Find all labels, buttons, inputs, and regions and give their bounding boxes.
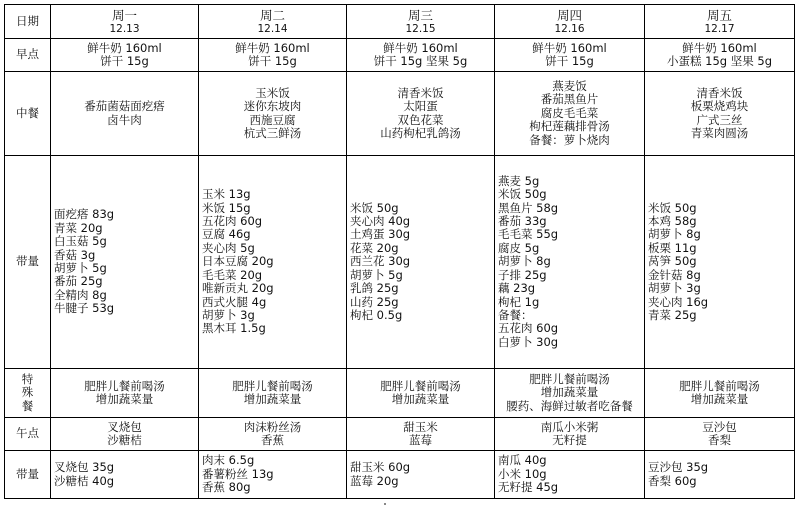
day-header (51, 5, 199, 39)
lunch-row (5, 72, 795, 156)
cell-line: 肥胖儿餐前喝汤 (529, 371, 610, 386)
lunch-cell (199, 72, 347, 156)
breakfast-cell (199, 39, 347, 72)
cell-line: 迷你东坡肉 (243, 99, 302, 114)
cell-line: 青菜 25g (648, 307, 697, 322)
day-header (347, 5, 495, 39)
cell-line: 沙糖桔 (107, 433, 142, 447)
lunch-amount-cell (495, 156, 645, 369)
date-label: 日期 (5, 5, 51, 39)
day-name: 周二 (259, 7, 285, 23)
cell-line: 增加蔬菜量 (391, 392, 450, 406)
day-date: 12.14 (257, 22, 288, 35)
cell-line: 豆沙包 35g (648, 460, 709, 475)
cell-line: 米饭 50g (648, 200, 697, 215)
snack-label: 午点 (5, 418, 51, 451)
snack-amount-cell (347, 451, 495, 499)
day-date: 12.17 (704, 22, 735, 35)
cell-line: 胡萝卜 3g (648, 281, 701, 296)
cell-line: 土鸡蛋 30g (350, 227, 411, 242)
weekly-menu-table (4, 4, 795, 499)
cell-line: 金针菇 8g (648, 267, 701, 282)
cell-line: 香菇 3g (54, 247, 96, 262)
cell-line: 叉烧包 (107, 419, 142, 434)
cell-line: 香蕉 80g (202, 480, 251, 495)
cell-line: 鲜牛奶 160ml (235, 40, 310, 55)
cell-line: 广式三丝 (696, 112, 743, 127)
day-header (645, 5, 795, 39)
cell-line: 增加蔬菜量 (540, 385, 599, 400)
cell-line: 饼干 15g (545, 54, 594, 68)
cell-line: 毛毛菜 55g (498, 227, 559, 242)
cell-line: 藕 23g (498, 281, 536, 296)
day-date: 12.13 (109, 22, 140, 35)
cell-line: 肥胖儿餐前喝汤 (679, 378, 760, 393)
special-cell (199, 369, 347, 418)
cell-line: 叉烧包 35g (54, 460, 115, 475)
cell-line: 夹心肉 40g (350, 214, 411, 229)
breakfast-label: 早点 (5, 39, 51, 72)
cell-line: 夹心肉 16g (648, 294, 709, 309)
cell-line: 番薯粉丝 13g (202, 466, 274, 481)
cell-line: 增加蔬菜量 (95, 392, 154, 406)
header-row (5, 5, 795, 39)
cell-line: 肥胖儿餐前喝汤 (380, 378, 461, 393)
special-cell (645, 369, 795, 418)
cell-line: 香梨 60g (648, 473, 697, 488)
cell-line: 山药枸杞乳鸽汤 (380, 125, 461, 140)
breakfast-cell (645, 39, 795, 72)
snack-cell (347, 418, 495, 451)
day-name: 周三 (407, 7, 433, 23)
cell-line: 备餐： (498, 307, 533, 322)
snack-amount-cell (495, 451, 645, 499)
cell-line: 增加蔬菜量 (690, 392, 749, 406)
cell-line: 鲜牛奶 160ml (532, 40, 607, 55)
cell-line: 南瓜小米粥 (540, 419, 599, 434)
cell-line: 米饭 15g (202, 200, 251, 215)
breakfast-cell (347, 39, 495, 72)
cell-line: 无籽提 (552, 433, 587, 447)
cell-line: 无籽提 45g (498, 480, 559, 495)
breakfast-cell (51, 39, 199, 72)
cell-line: 番茄 25g (54, 274, 103, 289)
lunch-label: 中餐 (5, 72, 51, 156)
label-char: 餐 (21, 398, 34, 413)
cell-line: 双色花菜 (397, 112, 444, 127)
cell-line: 子排 25g (498, 267, 547, 282)
cell-line: 面疙瘩 83g (54, 207, 115, 222)
breakfast-cell (495, 39, 645, 72)
cell-line: 清香米饭 (397, 85, 444, 100)
lunch-amount-cell (51, 156, 199, 369)
cell-line: 南瓜 40g (498, 453, 547, 468)
cell-line: 豆腐 46g (202, 227, 251, 242)
cell-line: 小蛋糕 15g 坚果 5g (666, 54, 772, 68)
cell-line: 毛毛菜 20g (202, 267, 263, 282)
breakfast-row (5, 39, 795, 72)
cell-line: 饼干 15g (248, 54, 297, 68)
cell-line: 增加蔬菜量 (243, 392, 302, 406)
cell-line: 花菜 20g (350, 240, 399, 255)
cell-line: 肥胖儿餐前喝汤 (232, 378, 313, 393)
cell-line: 清香米饭 (696, 85, 743, 100)
cell-line: 西式火腿 4g (202, 294, 267, 309)
cell-line: 腐皮毛毛菜 (540, 105, 599, 120)
day-name: 周四 (556, 7, 582, 23)
cell-line: 枸杞莲藕排骨汤 (529, 119, 610, 134)
snack-amount-row (5, 451, 795, 499)
cell-line: 米饭 50g (350, 200, 399, 215)
lunch-amount-row (5, 156, 795, 369)
lunch-cell (51, 72, 199, 156)
cell-line: 乳鸽 25g (350, 281, 399, 296)
day-header (199, 5, 347, 39)
cell-line: 五花肉 60g (498, 321, 559, 336)
special-cell (495, 369, 645, 418)
snack-cell (51, 418, 199, 451)
special-cell (51, 369, 199, 418)
special-cell (347, 369, 495, 418)
snack-amount-cell (199, 451, 347, 499)
cell-line: 番茄菌菇面疙瘩 (84, 99, 165, 114)
cell-line: 卤牛肉 (107, 112, 142, 127)
cell-line: 夹心肉 5g (202, 240, 255, 255)
snack-amount-cell (51, 451, 199, 499)
lunch-cell (645, 72, 795, 156)
day-name: 周五 (706, 7, 732, 23)
cell-line: 胡萝卜 3g (202, 307, 255, 322)
cell-line: 五花肉 60g (202, 214, 263, 229)
cell-line: 太阳蛋 (403, 99, 438, 114)
cell-line: 青菜肉圆汤 (690, 125, 749, 140)
cell-line: 米饭 50g (498, 187, 547, 202)
label-char: 殊 (21, 385, 34, 400)
snack-cell (645, 418, 795, 451)
cell-line: 小米 10g (498, 466, 547, 481)
page-mark (384, 503, 386, 505)
lunch-cell (495, 72, 645, 156)
cell-line: 白玉菇 5g (54, 234, 107, 249)
cell-line: 胡萝卜 8g (498, 254, 551, 269)
cell-line: 胡萝卜 5g (350, 267, 403, 282)
cell-line: 饼干 15g 坚果 5g (373, 54, 468, 68)
cell-line: 山药 25g (350, 294, 399, 309)
cell-line: 黑鱼片 58g (498, 200, 559, 215)
cell-line: 青菜 20g (54, 220, 103, 235)
lunch-amount-cell (645, 156, 795, 369)
special-row (5, 369, 795, 418)
cell-line: 玉米饭 (255, 85, 290, 100)
cell-line: 腰药、海鲜过敏者吃备餐 (506, 398, 633, 413)
day-name: 周一 (111, 7, 137, 23)
snack-cell (495, 418, 645, 451)
cell-line: 板栗 11g (648, 240, 697, 255)
snack-amount-cell (645, 451, 795, 499)
lunch-amount-cell (199, 156, 347, 369)
cell-line: 莴笋 50g (648, 254, 697, 269)
day-date: 12.15 (405, 22, 436, 35)
cell-line: 蓝莓 20g (350, 473, 399, 488)
cell-line: 豆沙包 (702, 419, 737, 434)
label-char: 特 (21, 371, 34, 386)
cell-line: 燕麦 5g (498, 173, 540, 188)
cell-line: 鲜牛奶 160ml (87, 40, 162, 55)
cell-line: 番茄 33g (498, 214, 547, 229)
cell-line: 沙糖桔 40g (54, 473, 115, 488)
cell-line: 番茄黑鱼片 (540, 92, 599, 107)
cell-line: 日本豆腐 20g (202, 254, 274, 269)
snack-cell (199, 418, 347, 451)
cell-line: 唯新贡丸 20g (202, 281, 274, 296)
cell-line: 鲜牛奶 160ml (682, 40, 757, 55)
cell-line: 玉米 13g (202, 187, 251, 202)
cell-line: 甜玉米 60g (350, 460, 411, 475)
cell-line: 备餐：萝卜烧肉 (529, 132, 610, 147)
cell-line: 香梨 (708, 433, 731, 447)
cell-line: 甜玉米 (403, 419, 438, 434)
cell-line: 燕麦饭 (552, 78, 587, 93)
cell-line: 西施豆腐 (249, 112, 296, 127)
lunch-amount-label: 带量 (5, 156, 51, 369)
cell-line: 黑木耳 1.5g (202, 321, 266, 336)
cell-line: 板栗烧鸡块 (690, 99, 749, 114)
cell-line: 香蕉 (261, 433, 284, 447)
special-label (5, 369, 51, 418)
cell-line: 白萝卜 30g (498, 334, 559, 349)
cell-line: 饼干 15g (100, 54, 149, 68)
cell-line: 鲜牛奶 160ml (383, 40, 458, 55)
day-header (495, 5, 645, 39)
day-date: 12.16 (554, 22, 585, 35)
cell-line: 牛腱子 53g (54, 301, 115, 316)
cell-line: 西兰花 30g (350, 254, 411, 269)
lunch-amount-cell (347, 156, 495, 369)
cell-line: 全精肉 8g (54, 287, 107, 302)
cell-line: 肉末 6.5g (202, 453, 255, 468)
cell-line: 肥胖儿餐前喝汤 (84, 378, 165, 393)
cell-line: 枸杞 0.5g (350, 307, 403, 322)
cell-line: 腐皮 5g (498, 240, 540, 255)
cell-line: 枸杞 1g (498, 294, 540, 309)
snack-row (5, 418, 795, 451)
snack-amount-label: 带量 (5, 451, 51, 499)
cell-line: 肉沫粉丝汤 (243, 419, 302, 434)
lunch-cell (347, 72, 495, 156)
cell-line: 杭式三鲜汤 (243, 125, 302, 140)
cell-line: 蓝莓 (409, 433, 432, 447)
cell-line: 本鸡 58g (648, 214, 697, 229)
cell-line: 胡萝卜 8g (648, 227, 701, 242)
cell-line: 胡萝卜 5g (54, 261, 107, 275)
